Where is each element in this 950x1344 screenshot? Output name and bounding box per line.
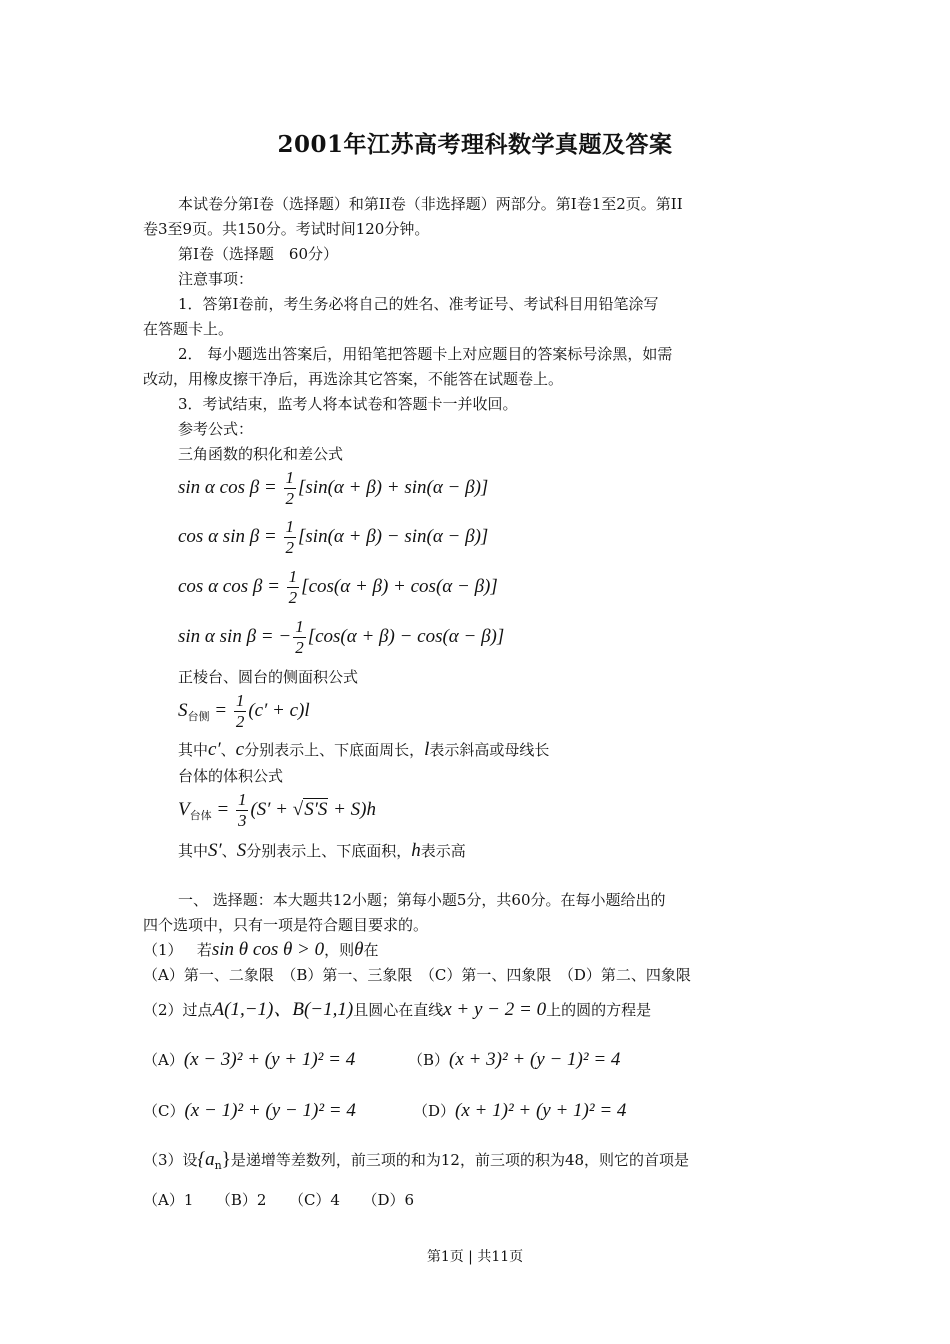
question-2-option-d: （D）(x + 1)² + (y + 1)² = 4	[413, 1100, 627, 1121]
reference-heading: 参考公式：	[178, 420, 254, 438]
formula-1: sin α cos β = $\frac{1}{2}$ [sin(α + β) + sin(α − β)]	[178, 468, 489, 509]
intro-line-1: 本试卷分第Ⅰ卷（选择题）和第II卷（非选择题）两部分。第Ⅰ卷1至2页。第II	[178, 195, 683, 213]
notice-3: 3．考试结束，监考人将本试卷和答题卡一并收回。	[178, 395, 518, 413]
question-3-options: （A）1 （B）2 （C）4 （D）6	[143, 1191, 415, 1209]
trig-heading: 三角函数的积化和差公式	[178, 445, 344, 463]
formula-4: sin α sin β = − $\frac{1}{2}$ [cos(α + β) − cos(α − β)]	[178, 617, 505, 658]
frustum-volume-heading: 台体的体积公式	[178, 767, 284, 785]
question-1: （1） 若sin θ cos θ > 0，则θ在	[143, 939, 379, 960]
formula-lateral-area: $S_{台侧}$ = $\frac{1}{2}$ (c′ + c)l	[178, 691, 310, 732]
question-3: （3）设$\{a_n\}$是递增等差数列，前三项的和为12，前三项的积为48，则它的首项是	[143, 1149, 690, 1172]
question-2-option-b: （B）(x + 3)² + (y − 1)² = 4	[408, 1049, 621, 1070]
section-heading: 第Ⅰ卷（选择题 60分）	[178, 245, 339, 263]
notice-1b: 在答题卡上。	[143, 320, 234, 338]
question-1-options: （A）第一、二象限 （B）第一、三象限 （C）第一、四象限 （D）第二、四象限	[143, 966, 691, 984]
part1-heading-b: 四个选项中，只有一项是符合题目要求的。	[143, 916, 429, 934]
notice-heading: 注意事项：	[178, 270, 254, 288]
formula-3: cos α cos β = $\frac{1}{2}$ [cos(α + β) + cos(α − β)]	[178, 567, 498, 608]
intro-line-2: 卷3至9页。共150分。考试时间120分钟。	[143, 220, 430, 238]
formula-2: cos α sin β = $\frac{1}{2}$ [sin(α + β) − sin(α − β)]	[178, 517, 489, 558]
formula-volume: $V_{台体}$ = $\frac{1}{3}$ (S′ + √S′S + S)h	[178, 790, 376, 831]
frustum-area-heading: 正棱台、圆台的侧面积公式	[178, 668, 359, 686]
notice-1a: 1．答第Ⅰ卷前，考生务必将自己的姓名、准考证号、考试科目用铅笔涂写	[178, 295, 659, 313]
question-2-option-c: （C）(x − 1)² + (y − 1)² = 4	[143, 1100, 356, 1121]
area-note: 其中c′、c分别表示上、下底面周长，l表示斜高或母线长	[178, 739, 550, 760]
page-title: 2001年江苏高考理科数学真题及答案	[277, 131, 673, 158]
notice-2a: 2． 每小题选出答案后，用铅笔把答题卡上对应题目的答案标号涂黑，如需	[178, 345, 673, 363]
volume-note: 其中S′、S分别表示上、下底面积，h表示高	[178, 840, 466, 861]
question-2: （2）过点A(1,−1)、B(−1,1)且圆心在直线x + y − 2 = 0上的圆的方程是	[143, 999, 652, 1020]
question-2-option-a: （A）(x − 3)² + (y + 1)² = 4	[143, 1049, 356, 1070]
page-footer: 第1页 | 共11页	[426, 1249, 524, 1265]
notice-2b: 改动，用橡皮擦干净后，再选涂其它答案，不能答在试题卷上。	[143, 370, 564, 388]
part1-heading-a: 一、 选择题：本大题共12小题；第每小题5分，共60分。在每小题给出的	[178, 891, 666, 909]
